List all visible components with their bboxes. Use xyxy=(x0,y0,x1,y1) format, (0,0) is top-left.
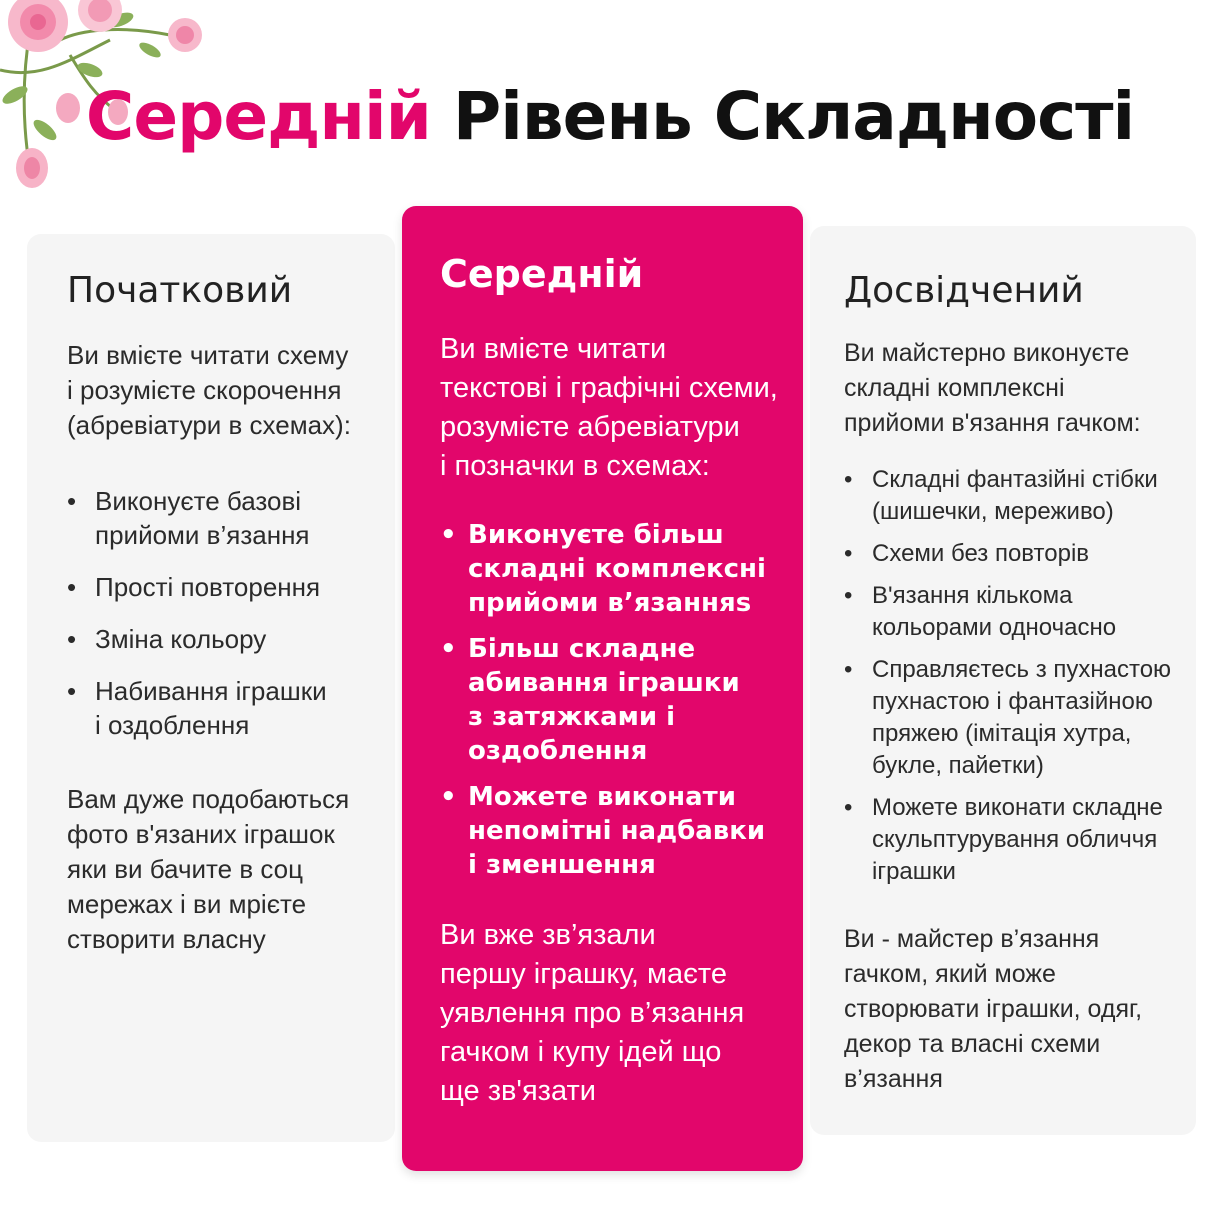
list-item-text: В'язання кількома кольорами одночасно xyxy=(872,582,1117,641)
list-item xyxy=(844,464,1189,528)
list-item-text: Набивання іграшки і оздоблення xyxy=(95,676,327,740)
bullet-icon: • xyxy=(67,624,77,654)
bullet-list xyxy=(67,484,387,760)
bullet-list xyxy=(844,464,1189,898)
bullet-icon: • xyxy=(67,572,77,602)
list-item-text: Складні фантазійні стібки (шишечки, мереживо) xyxy=(872,466,1158,525)
list-item xyxy=(67,674,387,742)
card-title: Початковий xyxy=(67,270,293,311)
list-item-text: Справляєтесь з пухнастою пухнастою і фантазійною пряжею (імітація хутра, букле, пайетки) xyxy=(872,656,1172,779)
card-outro: Вам дуже подобаються фото в'язаних іграшок яки ви бачите в соц мережах і ви мрієте створити власну xyxy=(67,784,350,954)
advanced-card xyxy=(810,226,1196,1135)
title-accent: Середній xyxy=(85,78,431,155)
card-title: Середній xyxy=(440,252,644,296)
bullet-icon: • xyxy=(844,582,853,609)
card-intro: Ви майстерно виконуєте складні комплексні прийоми в'язання гачком: xyxy=(844,339,1141,437)
card-intro: Ви вмієте читати текстові і графічні схеми, розумієте абревіатури і позначки в схемах: xyxy=(440,333,778,482)
card-outro: Ви - майстер в’язання гачком, який може створювати іграшки, одяг, декор та власні схеми в’язання xyxy=(844,925,1143,1093)
list-item xyxy=(440,780,795,882)
list-item xyxy=(844,580,1189,644)
bullet-icon: • xyxy=(440,634,457,664)
page-title xyxy=(0,78,1220,155)
list-item xyxy=(844,654,1189,782)
list-item xyxy=(67,484,387,552)
list-item-text: Виконуєте більш складні комплексні прийоми в’язанняs xyxy=(468,520,766,618)
bullet-icon: • xyxy=(844,794,853,821)
list-item-text: Схеми без повторів xyxy=(872,540,1090,567)
bullet-icon: • xyxy=(67,676,77,706)
intermediate-card xyxy=(402,206,803,1171)
list-item xyxy=(440,632,795,768)
list-item xyxy=(844,792,1189,888)
list-item xyxy=(67,622,387,656)
bullet-icon: • xyxy=(67,486,77,516)
list-item-text: Зміна кольору xyxy=(95,624,267,654)
bullet-icon: • xyxy=(440,520,457,550)
bullet-icon: • xyxy=(440,782,457,812)
list-item-text: Можете виконати складне скульптурування обличчя іграшки xyxy=(872,794,1163,885)
card-title: Досвідчений xyxy=(844,270,1084,311)
list-item xyxy=(67,570,387,604)
list-item-text: Виконуєте базові прийоми в’язання xyxy=(95,486,310,550)
bullet-icon: • xyxy=(844,540,853,567)
beginner-card xyxy=(27,234,395,1142)
card-outro: Ви вже зв’язали першу іграшку, маєте уявлення про в’язання гачком і купу ідей що ще зв'язати xyxy=(440,919,745,1107)
title-rest: Рівень Складності xyxy=(430,78,1135,155)
list-item-text: Прості повторення xyxy=(95,572,321,602)
card-intro: Ви вмієте читати схему і розумієте скорочення (абревіатури в схемах): xyxy=(67,340,351,440)
list-item xyxy=(844,538,1189,570)
list-item xyxy=(440,518,795,620)
bullet-list xyxy=(440,518,795,894)
list-item-text: Можете виконати непомітні надбавки і зменшення xyxy=(468,782,766,880)
bullet-icon: • xyxy=(844,656,853,683)
bullet-icon: • xyxy=(844,466,853,493)
list-item-text: Більш складне абивання іграшки з затяжками і оздоблення xyxy=(468,634,740,766)
